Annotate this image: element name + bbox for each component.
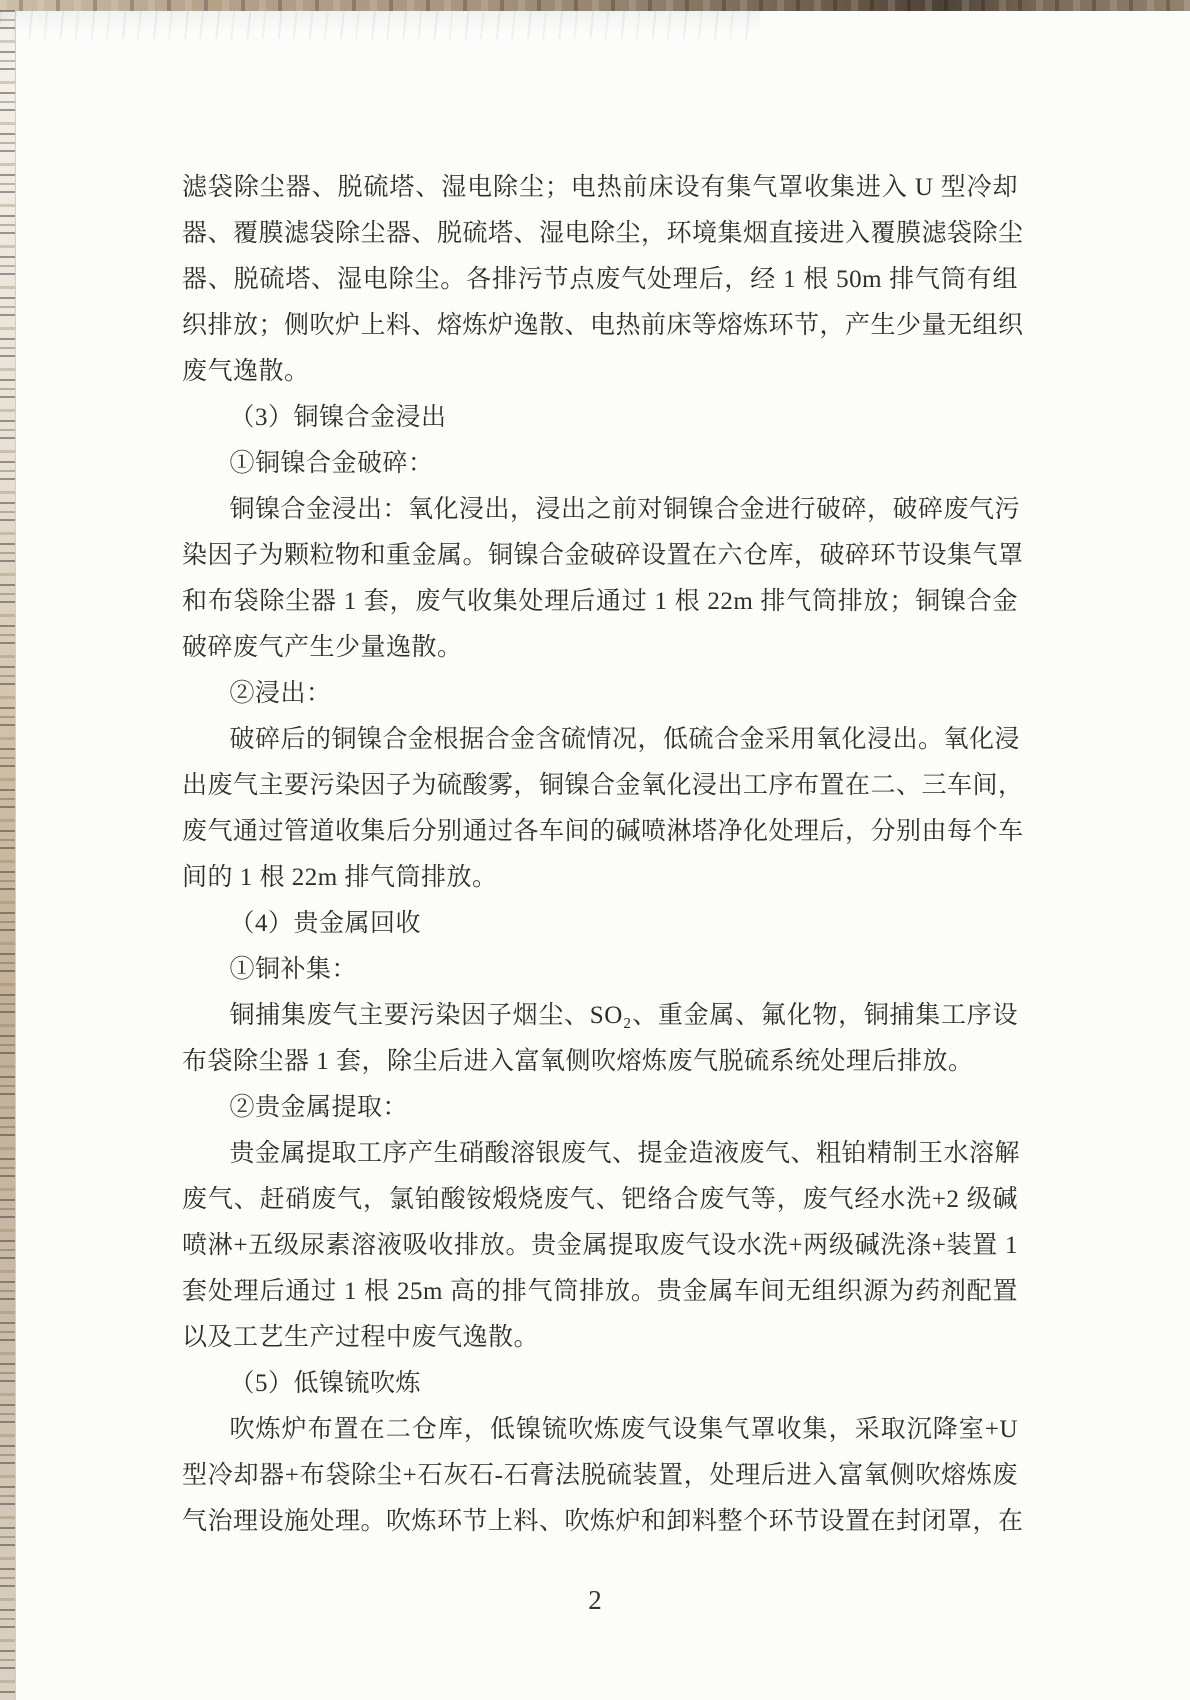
scan-left-edge-artifact	[0, 10, 16, 1700]
text-line: 型冷却器+布袋除尘+石灰石-石膏法脱硫装置，处理后进入富氧侧吹熔炼废	[182, 1462, 1018, 1489]
text-line: 套处理后通过 1 根 25m 高的排气筒排放。贵金属车间无组织源为药剂配置	[182, 1278, 1018, 1305]
paragraph	[182, 671, 1018, 717]
text-line: 贵金属提取工序产生硝酸溶银废气、提金造液废气、粗铂精制王水溶解	[229, 1140, 1021, 1167]
paragraph	[182, 1131, 1021, 1361]
text-line: 废气逸散。	[182, 358, 310, 385]
document-body	[182, 165, 1024, 1545]
text-line: （4）贵金属回收	[229, 910, 422, 937]
page-number: 2	[588, 1585, 602, 1615]
text-line: （5）低镍锍吹炼	[229, 1370, 422, 1397]
paragraph	[182, 1407, 1024, 1545]
paragraph	[182, 717, 1024, 901]
text-line: 出废气主要污染因子为硫酸雾，铜镍合金氧化浸出工序布置在二、三车间，	[182, 772, 1024, 799]
paragraph	[182, 165, 1024, 395]
text-line: 气治理设施处理。吹炼环节上料、吹炼炉和卸料整个环节设置在封闭罩，在	[182, 1508, 1024, 1535]
text-line: 间的 1 根 22m 排气筒排放。	[182, 864, 498, 891]
text-line: 织排放；侧吹炉上料、熔炼炉逸散、电热前床等熔炼环节，产生少量无组织	[182, 312, 1024, 339]
text-line: 废气、赶硝废气，氯铂酸铵煅烧废气、钯络合废气等，废气经水洗+2 级碱	[182, 1186, 1018, 1213]
text-line: ①铜补集：	[229, 956, 358, 983]
paragraph	[182, 487, 1024, 671]
scan-smudge-artifact	[0, 11, 760, 39]
text-line: 以及工艺生产过程中废气逸散。	[182, 1324, 540, 1351]
text-line: 布袋除尘器 1 套，除尘后进入富氧侧吹熔炼废气脱硫系统处理后排放。	[182, 1048, 974, 1075]
text-line: （3）铜镍合金浸出	[229, 404, 447, 431]
text-line: 染因子为颗粒物和重金属。铜镍合金破碎设置在六仓库，破碎环节设集气罩	[182, 542, 1024, 569]
text-line: 滤袋除尘器、脱硫塔、湿电除尘；电热前床设有集气罩收集进入 U 型冷却	[182, 174, 1018, 201]
text-line: 废气通过管道收集后分别通过各车间的碱喷淋塔净化处理后，分别由每个车	[182, 818, 1024, 845]
paragraph	[182, 441, 1018, 487]
paragraph	[182, 395, 1018, 441]
text-line: 破碎后的铜镍合金根据合金含硫情况，低硫合金采用氧化浸出。氧化浸	[229, 726, 1021, 753]
scan-top-edge-artifact	[0, 0, 1190, 11]
text-line: ①铜镍合金破碎：	[229, 450, 434, 477]
paragraph	[182, 1361, 1018, 1407]
text-line: 器、覆膜滤袋除尘器、脱硫塔、湿电除尘，环境集烟直接进入覆膜滤袋除尘	[182, 220, 1024, 247]
text-line: 吹炼炉布置在二仓库，低镍锍吹炼废气设集气罩收集，采取沉降室+U	[229, 1416, 1018, 1443]
paragraph	[182, 947, 1018, 993]
paragraph	[182, 993, 1018, 1085]
text-line: 破碎废气产生少量逸散。	[182, 634, 463, 661]
paragraph	[182, 901, 1018, 947]
text-line: 铜镍合金浸出：氧化浸出，浸出之前对铜镍合金进行破碎，破碎废气污	[229, 496, 1021, 523]
text-line: 喷淋+五级尿素溶液吸收排放。贵金属提取废气设水洗+两级碱洗涤+装置 1	[182, 1232, 1018, 1259]
paragraph	[182, 1085, 1018, 1131]
text-line: 铜捕集废气主要污染因子烟尘、SO₂、重金属、氟化物，铜捕集工序设	[229, 1002, 1018, 1029]
text-line: 器、脱硫塔、湿电除尘。各排污节点废气处理后，经 1 根 50m 排气筒有组	[182, 266, 1018, 293]
text-line: ②贵金属提取：	[229, 1094, 409, 1121]
text-line: 和布袋除尘器 1 套，废气收集处理后通过 1 根 22m 排气筒排放；铜镍合金	[182, 588, 1018, 615]
text-line: ②浸出：	[229, 680, 332, 707]
